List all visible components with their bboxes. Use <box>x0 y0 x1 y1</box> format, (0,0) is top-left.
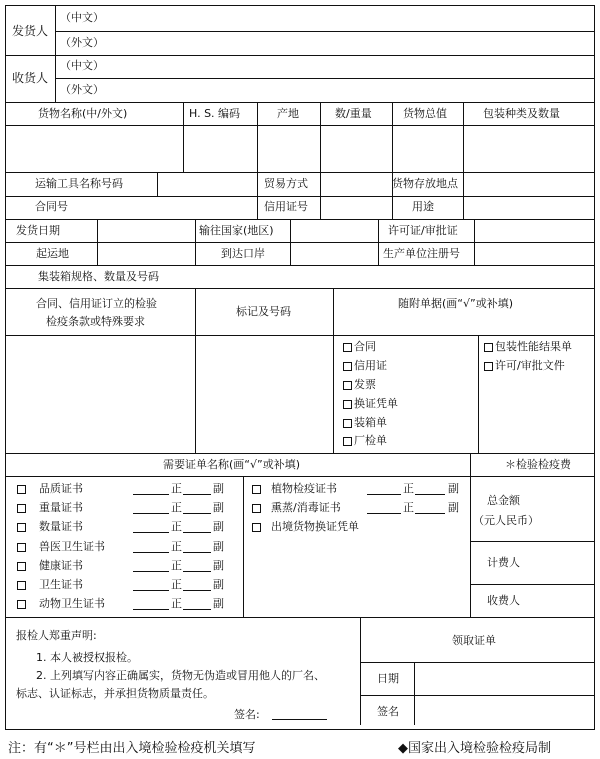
receipt-title: 领取证单 <box>452 634 496 647</box>
conditions-label-1: 合同、信用证订立的检验 <box>36 297 157 310</box>
fu-label: 副 <box>213 501 224 514</box>
zheng-label: 正 <box>171 597 182 610</box>
sender-en-label: （外文） <box>60 36 104 49</box>
fu-label: 副 <box>213 540 224 553</box>
fu-label: 副 <box>448 482 459 495</box>
doc-checkbox[interactable] <box>343 362 352 371</box>
cert-checkbox[interactable] <box>252 504 261 513</box>
packing-header: 包装种类及数量 <box>483 107 560 120</box>
cert-label: 植物检疫证书 <box>271 482 337 495</box>
original-count-field[interactable] <box>367 494 401 495</box>
cert-label: 品质证书 <box>39 482 83 495</box>
copy-count-field[interactable] <box>183 571 211 572</box>
fu-label: 副 <box>213 482 224 495</box>
zheng-label: 正 <box>171 540 182 553</box>
cert-checkbox[interactable] <box>17 562 26 571</box>
declarant-sign-label: 签名: <box>234 708 260 721</box>
hs-code-header: H. S. 编码 <box>189 107 241 120</box>
doc-label: 发票 <box>354 378 376 391</box>
consignee-label: 收货人 <box>12 71 49 85</box>
doc-checkbox[interactable] <box>343 381 352 390</box>
zheng-label: 正 <box>171 520 182 533</box>
lc-no-label: 信用证号 <box>264 200 308 213</box>
zheng-label: 正 <box>171 578 182 591</box>
cert-checkbox[interactable] <box>17 523 26 532</box>
zheng-label: 正 <box>171 482 182 495</box>
cert-label: 兽医卫生证书 <box>39 540 105 553</box>
receipt-sign-label: 签名 <box>377 705 399 718</box>
original-count-field[interactable] <box>133 513 169 514</box>
zheng-label: 正 <box>403 482 414 495</box>
sender-cn-label: （中文） <box>60 11 104 24</box>
zheng-label: 正 <box>403 501 414 514</box>
dest-country-label: 输往国家(地区) <box>199 224 274 237</box>
original-count-field[interactable] <box>133 571 169 572</box>
declaration-item-1: 1. 本人被授权报检。 <box>36 651 138 664</box>
cert-checkbox[interactable] <box>252 485 261 494</box>
fu-label: 副 <box>213 578 224 591</box>
doc-checkbox[interactable] <box>484 343 493 352</box>
cert-checkbox[interactable] <box>17 581 26 590</box>
trade-mode-label: 贸易方式 <box>264 177 308 190</box>
charger-label: 计费人 <box>487 556 520 569</box>
copy-count-field[interactable] <box>415 513 445 514</box>
fu-label: 副 <box>213 520 224 533</box>
doc-label: 厂检单 <box>354 434 387 447</box>
footer-issuer: ◆国家出入境检验检疫局制 <box>398 741 551 756</box>
attached-docs-label: 随附单据(画“√”或补填) <box>398 297 513 310</box>
vehicle-label: 运输工具名称号码 <box>35 177 123 190</box>
cert-label: 健康证书 <box>39 559 83 572</box>
original-count-field[interactable] <box>133 590 169 591</box>
declarant-signature-field[interactable] <box>272 719 327 720</box>
cert-checkbox[interactable] <box>17 543 26 552</box>
payee-label: 收费人 <box>487 594 520 607</box>
sender-label: 发货人 <box>12 24 49 38</box>
contract-no-label: 合同号 <box>35 200 68 213</box>
original-count-field[interactable] <box>133 609 169 610</box>
container-label: 集装箱规格、数量及号码 <box>38 270 159 283</box>
consignee-en-label: （外文） <box>60 83 104 96</box>
goods-name-header: 货物名称(中/外文) <box>38 107 128 120</box>
license-label: 许可证/审批证 <box>388 224 458 237</box>
conditions-label-2: 检疫条款或特殊要求 <box>46 315 145 328</box>
cert-label: 数量证书 <box>39 520 83 533</box>
copy-count-field[interactable] <box>183 513 211 514</box>
doc-checkbox[interactable] <box>343 419 352 428</box>
copy-count-field[interactable] <box>183 532 211 533</box>
purpose-label: 用途 <box>412 200 434 213</box>
cert-checkbox[interactable] <box>17 600 26 609</box>
arrival-port-label: 到达口岸 <box>221 247 265 260</box>
cert-label: 卫生证书 <box>39 578 83 591</box>
receipt-date-label: 日期 <box>377 672 399 685</box>
copy-count-field[interactable] <box>183 609 211 610</box>
doc-label: 合同 <box>354 340 376 353</box>
doc-checkbox[interactable] <box>343 400 352 409</box>
marks-label: 标记及号码 <box>236 305 291 318</box>
goods-value-header: 货物总值 <box>403 107 447 120</box>
fu-label: 副 <box>213 597 224 610</box>
doc-label: 装箱单 <box>354 416 387 429</box>
storage-label: 货物存放地点 <box>392 177 458 190</box>
copy-count-field[interactable] <box>183 590 211 591</box>
fu-label: 副 <box>448 501 459 514</box>
declaration-item-2a: 2. 上列填写内容正确属实，货物无伪造或冒用他人的厂名、 <box>36 669 325 682</box>
doc-checkbox[interactable] <box>343 437 352 446</box>
copy-count-field[interactable] <box>183 494 211 495</box>
copy-count-field[interactable] <box>183 552 211 553</box>
original-count-field[interactable] <box>367 513 401 514</box>
fu-label: 副 <box>213 559 224 572</box>
copy-count-field[interactable] <box>415 494 445 495</box>
origin-header: 产地 <box>277 107 299 120</box>
doc-label: 许可/审批文件 <box>495 359 565 372</box>
cert-checkbox[interactable] <box>17 485 26 494</box>
original-count-field[interactable] <box>133 552 169 553</box>
zheng-label: 正 <box>171 559 182 572</box>
doc-checkbox[interactable] <box>484 362 493 371</box>
cert-checkbox[interactable] <box>252 523 261 532</box>
ship-date-label: 发货日期 <box>16 224 60 237</box>
consignee-cn-label: （中文） <box>60 59 104 72</box>
declaration-item-2b: 标志、认证标志，并承担货物质量责任。 <box>16 687 214 700</box>
original-count-field[interactable] <box>133 532 169 533</box>
original-count-field[interactable] <box>133 494 169 495</box>
fee-header: ＊检验检疫费 <box>505 458 571 471</box>
quantity-header: 数/重量 <box>335 107 372 120</box>
cert-label: 动物卫生证书 <box>39 597 105 610</box>
producer-reg-label: 生产单位注册号 <box>383 247 460 260</box>
cert-label: 熏蒸/消毒证书 <box>271 501 341 514</box>
cert-label: 重量证书 <box>39 501 83 514</box>
departure-label: 起运地 <box>36 247 69 260</box>
footer-note: 注：有“＊”号栏由出入境检验检疫机关填写 <box>8 741 256 756</box>
total-amount-label: 总金额 <box>487 494 520 507</box>
certs-header: 需要证单名称(画“√”或补填) <box>163 458 300 471</box>
cert-checkbox[interactable] <box>17 504 26 513</box>
zheng-label: 正 <box>171 501 182 514</box>
doc-checkbox[interactable] <box>343 343 352 352</box>
total-amount-unit: （元人民币） <box>473 514 539 527</box>
doc-label: 包装性能结果单 <box>495 340 572 353</box>
declaration-title: 报检人郑重声明: <box>16 629 97 642</box>
cert-label: 出境货物换证凭单 <box>271 520 359 533</box>
doc-label: 换证凭单 <box>354 397 398 410</box>
doc-label: 信用证 <box>354 359 387 372</box>
